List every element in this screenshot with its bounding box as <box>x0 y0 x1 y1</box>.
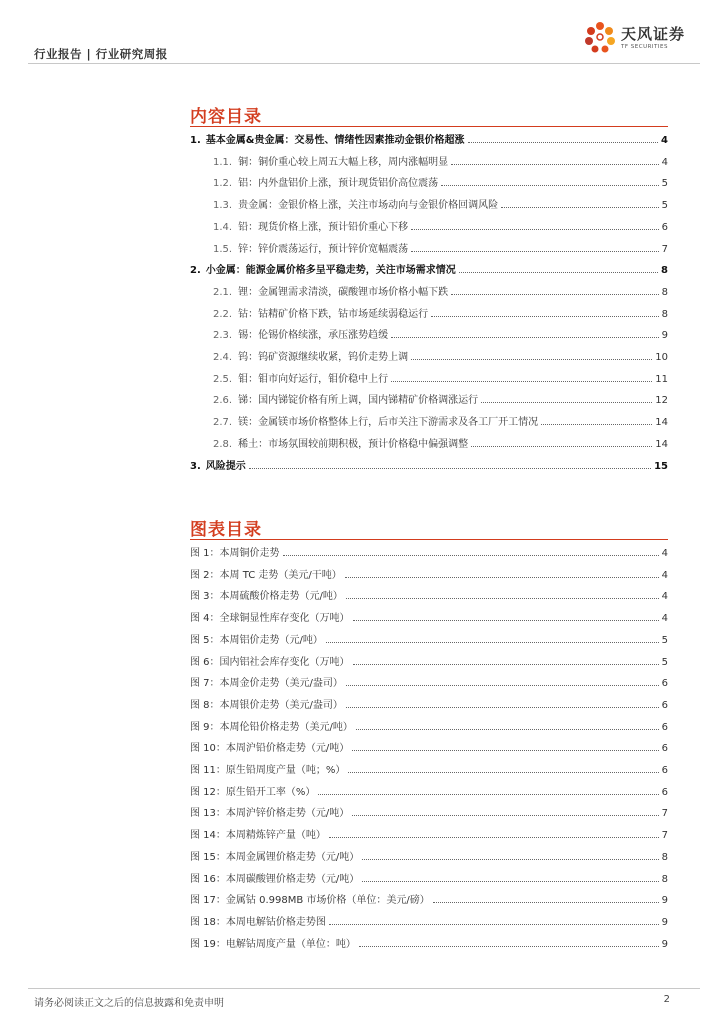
figure-entry[interactable] <box>190 652 668 668</box>
figure-entry-text: 图 6：国内铝社会库存变化（万吨） <box>190 656 350 668</box>
toc-entry-text: 镁：金属镁市场价格整体上行，后市关注下游需求及各工厂开工情况 <box>238 417 539 429</box>
figure-entry-text: 图 11：原生铅周度产量（吨；%） <box>190 765 346 776</box>
toc-entry-page: 8 <box>661 308 668 320</box>
figure-entry-page: 4 <box>661 613 668 625</box>
figure-dot-leader <box>362 859 658 860</box>
toc-entry-page: 14 <box>655 417 668 429</box>
toc-entry[interactable] <box>190 260 668 276</box>
toc-entry-text: 铜：铜价重心较上周五大幅上移，周内涨幅明显 <box>238 156 449 168</box>
toc-dot-leader <box>391 381 652 382</box>
toc-entry-number: 2.8. <box>213 438 233 450</box>
toc-dot-leader <box>411 251 659 252</box>
figure-entry-text: 图 9：本周伦铅价格走势（美元/吨） <box>190 721 353 733</box>
toc-entry-number: 2.4. <box>213 352 233 363</box>
figure-dot-leader <box>346 598 659 599</box>
figure-entry[interactable] <box>190 869 668 885</box>
toc-dot-leader <box>391 337 659 338</box>
toc-entry-text: 稀土：市场氛围较前期积极，预计价格稳中偏强调整 <box>238 438 469 450</box>
toc-entry-page: 8 <box>661 286 668 298</box>
figure-entry-page: 6 <box>661 678 668 690</box>
figure-entry-text: 图 7：本周金价走势（美元/盎司） <box>190 678 343 690</box>
figure-entry-text: 图 15：本周金属锂价格走势（元/吨） <box>190 851 360 863</box>
toc-entry-page: 7 <box>661 243 668 255</box>
toc-entry-text: 锌：锌价震荡运行，预计锌价宽幅震荡 <box>238 243 409 255</box>
figure-entry[interactable] <box>190 738 668 754</box>
toc-entry-page: 4 <box>661 156 668 168</box>
figure-dot-leader <box>329 924 659 925</box>
toc-entry-number: 2.3. <box>213 330 233 342</box>
toc-entry-page: 6 <box>661 221 668 233</box>
toc-entry[interactable] <box>190 325 668 341</box>
toc-title-rule <box>190 126 668 127</box>
toc-entry-number: 1. <box>190 135 201 146</box>
toc-entry-text: 钨：钨矿资源继续收紧，钨价走势上调 <box>238 352 409 363</box>
logo-chinese-name: 天风证券 <box>621 25 686 43</box>
toc-entry-page: 15 <box>654 460 668 472</box>
toc-entry[interactable] <box>190 195 668 211</box>
toc-entry[interactable] <box>190 304 668 320</box>
figure-dot-leader <box>359 946 659 947</box>
footer-divider <box>28 988 700 989</box>
figure-entry[interactable] <box>190 782 668 798</box>
toc-entry[interactable] <box>190 390 668 406</box>
toc-entry[interactable] <box>190 434 668 450</box>
toc-dot-leader <box>471 446 652 447</box>
toc-dot-leader <box>451 294 659 295</box>
toc-entry-page: 5 <box>661 200 668 212</box>
figure-dot-leader <box>346 707 659 708</box>
toc-entry[interactable] <box>190 369 668 385</box>
toc-entry-number: 2.1. <box>213 286 233 298</box>
toc-entry-text: 锑：国内锑锭价格有所上调，国内锑精矿价格调涨运行 <box>238 395 479 407</box>
toc-entry-number: 2. <box>190 265 201 277</box>
toc-entry-text: 锂：金属锂需求清淡，碳酸锂市场价格小幅下跌 <box>238 286 449 298</box>
toc-entry[interactable] <box>190 456 668 472</box>
toc-entry[interactable] <box>190 130 668 146</box>
toc-dot-leader <box>541 424 652 425</box>
toc-entry[interactable] <box>190 282 668 298</box>
toc-entry-page: 5 <box>661 178 668 190</box>
figure-entry-text: 图 19：电解钴周度产量（单位：吨） <box>190 938 356 950</box>
figure-entry[interactable] <box>190 717 668 733</box>
figure-entry-page: 4 <box>661 548 668 559</box>
figure-entry[interactable] <box>190 912 668 928</box>
figure-dot-leader <box>352 815 658 816</box>
figure-dot-leader <box>433 902 659 903</box>
toc-entry-text: 贵金属：金银价格上涨，关注市场动向与金银价格回调风险 <box>238 200 499 212</box>
toc-dot-leader <box>411 229 659 230</box>
toc-entry-page: 9 <box>661 330 668 342</box>
figure-entry-page: 4 <box>661 591 668 603</box>
figure-entry[interactable] <box>190 586 668 602</box>
figure-entry-page: 8 <box>661 851 668 863</box>
figure-dot-leader <box>362 881 658 882</box>
toc-entry-number: 2.6. <box>213 395 233 407</box>
toc-dot-leader <box>441 185 659 186</box>
toc-entry[interactable] <box>190 412 668 428</box>
figure-dot-leader <box>353 620 659 621</box>
figure-entry-text: 图 12：原生铅开工率（%） <box>190 786 316 798</box>
figure-entry-page: 5 <box>661 656 668 668</box>
figure-dot-leader <box>283 555 659 556</box>
toc-dot-leader <box>431 316 659 317</box>
figure-dot-leader <box>345 577 659 578</box>
figure-dot-leader <box>329 837 659 838</box>
toc-entry[interactable] <box>190 239 668 255</box>
company-logo <box>581 20 696 60</box>
logo-english-name: TF SECURITIES <box>621 44 668 50</box>
figure-dot-leader <box>318 794 658 795</box>
figure-entry-page: 6 <box>661 765 668 776</box>
figure-entry[interactable] <box>190 803 668 819</box>
toc-title: 内容目录 <box>190 107 262 127</box>
logo-flower-icon <box>581 20 619 60</box>
figure-entry-page: 6 <box>661 743 668 755</box>
figure-entry[interactable] <box>190 695 668 711</box>
figure-entry-page: 9 <box>661 895 668 907</box>
figure-entry[interactable] <box>190 565 668 581</box>
toc-entry[interactable] <box>190 152 668 168</box>
figure-entry-page: 7 <box>661 830 668 842</box>
figure-entry[interactable] <box>190 825 668 841</box>
figure-entry-text: 图 4：全球铜显性库存变化（万吨） <box>190 613 350 625</box>
toc-entry[interactable] <box>190 173 668 189</box>
toc-dot-leader <box>501 207 659 208</box>
toc-entry[interactable] <box>190 217 668 233</box>
figure-entry-text: 图 16：本周碳酸锂价格走势（元/吨） <box>190 873 360 885</box>
figure-dot-leader <box>326 642 659 643</box>
figure-entry-page: 8 <box>661 873 668 885</box>
figure-entry-text: 图 5：本周铝价走势（元/吨） <box>190 634 323 646</box>
toc-entry-number: 2.2. <box>213 308 233 320</box>
figure-entry[interactable] <box>190 608 668 624</box>
page-header <box>28 25 700 68</box>
toc-dot-leader <box>451 164 659 165</box>
figure-entry-text: 图 1：本周铜价走势 <box>190 548 280 559</box>
page-number: 2 <box>663 994 670 1005</box>
figure-entry[interactable] <box>190 934 668 950</box>
figure-entry-text: 图 2：本周 TC 走势（美元/干吨） <box>190 569 342 581</box>
toc-entry-text: 风险提示 <box>205 460 246 472</box>
toc-entry-text: 铅：现货价格上涨，预计铅价重心下移 <box>238 221 409 233</box>
report-type-label: 行业报告 | 行业研究周报 <box>34 47 168 61</box>
figure-entry-text: 图 13：本周沪锌价格走势（元/吨） <box>190 808 350 820</box>
toc-entry-number: 1.2. <box>213 178 233 190</box>
toc-dot-leader <box>411 359 652 360</box>
figure-entry-page: 9 <box>661 916 668 928</box>
toc-dot-leader <box>249 468 651 469</box>
toc-entry-number: 1.1. <box>213 156 233 168</box>
toc-dot-leader <box>468 142 659 143</box>
toc-dot-leader <box>459 272 658 273</box>
toc-entry-number: 1.3. <box>213 200 233 212</box>
figure-entry-text: 图 8：本周银价走势（美元/盎司） <box>190 699 343 711</box>
toc-entry-number: 1.4. <box>213 221 233 233</box>
figure-entry[interactable] <box>190 630 668 646</box>
toc-entry-page: 12 <box>655 395 668 407</box>
figure-entry-page: 5 <box>661 634 668 646</box>
figure-dot-leader <box>348 772 658 773</box>
figure-entry-page: 9 <box>661 938 668 950</box>
toc-entry-text: 钼：钼市向好运行，钼价稳中上行 <box>238 373 389 385</box>
toc-entry-text: 小金属：能源金属价格多呈平稳走势，关注市场需求情况 <box>205 265 456 277</box>
toc-entry-page: 4 <box>661 135 668 146</box>
toc-entry-text: 基本金属&贵金属：交易性、情绪性因素推动金银价格超涨 <box>205 135 465 146</box>
figure-entry[interactable] <box>190 543 668 559</box>
toc-entry-text: 钴：钴精矿价格下跌，钴市场延续弱稳运行 <box>238 308 429 320</box>
figures-title-rule <box>190 539 668 540</box>
figure-dot-leader <box>352 750 658 751</box>
toc-entry[interactable] <box>190 347 668 363</box>
toc-entry-number: 1.5. <box>213 243 233 255</box>
figure-entry-text: 图 17：金属钴 0.998MB 市场价格（单位：美元/磅） <box>190 895 430 907</box>
toc-entry-text: 铝：内外盘铝价上涨，预计现货铝价高位震荡 <box>238 178 439 190</box>
header-divider <box>28 63 700 64</box>
figure-entry-text: 图 3：本周硫酸价格走势（元/吨） <box>190 591 343 603</box>
toc-entry-number: 2.5. <box>213 373 233 385</box>
toc-entry-page: 11 <box>655 373 668 385</box>
toc-entry-text: 锡：伦锡价格续涨，承压涨势趋缓 <box>238 330 389 342</box>
toc-entry-page: 10 <box>655 352 668 363</box>
figures-title: 图表目录 <box>190 520 262 540</box>
figure-entry-page: 4 <box>661 569 668 581</box>
toc-entry-page: 8 <box>661 265 668 277</box>
figure-dot-leader <box>346 685 659 686</box>
toc-entry-number: 2.7. <box>213 417 233 429</box>
figure-entry[interactable] <box>190 890 668 906</box>
figure-dot-leader <box>353 664 659 665</box>
figure-entry[interactable] <box>190 760 668 776</box>
figure-entry-text: 图 10：本周沪铅价格走势（元/吨） <box>190 743 350 755</box>
figure-entry-page: 6 <box>661 699 668 711</box>
toc-entry-page: 14 <box>655 438 668 450</box>
figure-entry-page: 7 <box>661 808 668 820</box>
figure-entry[interactable] <box>190 673 668 689</box>
figure-entry-page: 6 <box>661 786 668 798</box>
toc-entry-number: 3. <box>190 460 201 472</box>
figure-entry-text: 图 14：本周精炼锌产量（吨） <box>190 830 326 842</box>
toc-dot-leader <box>481 402 652 403</box>
figure-entry-text: 图 18：本周电解钴价格走势图 <box>190 916 326 928</box>
figure-entry-page: 6 <box>661 721 668 733</box>
figure-entry[interactable] <box>190 847 668 863</box>
figure-dot-leader <box>356 729 659 730</box>
footer-disclaimer: 请务必阅读正文之后的信息披露和免责申明 <box>34 998 224 1009</box>
